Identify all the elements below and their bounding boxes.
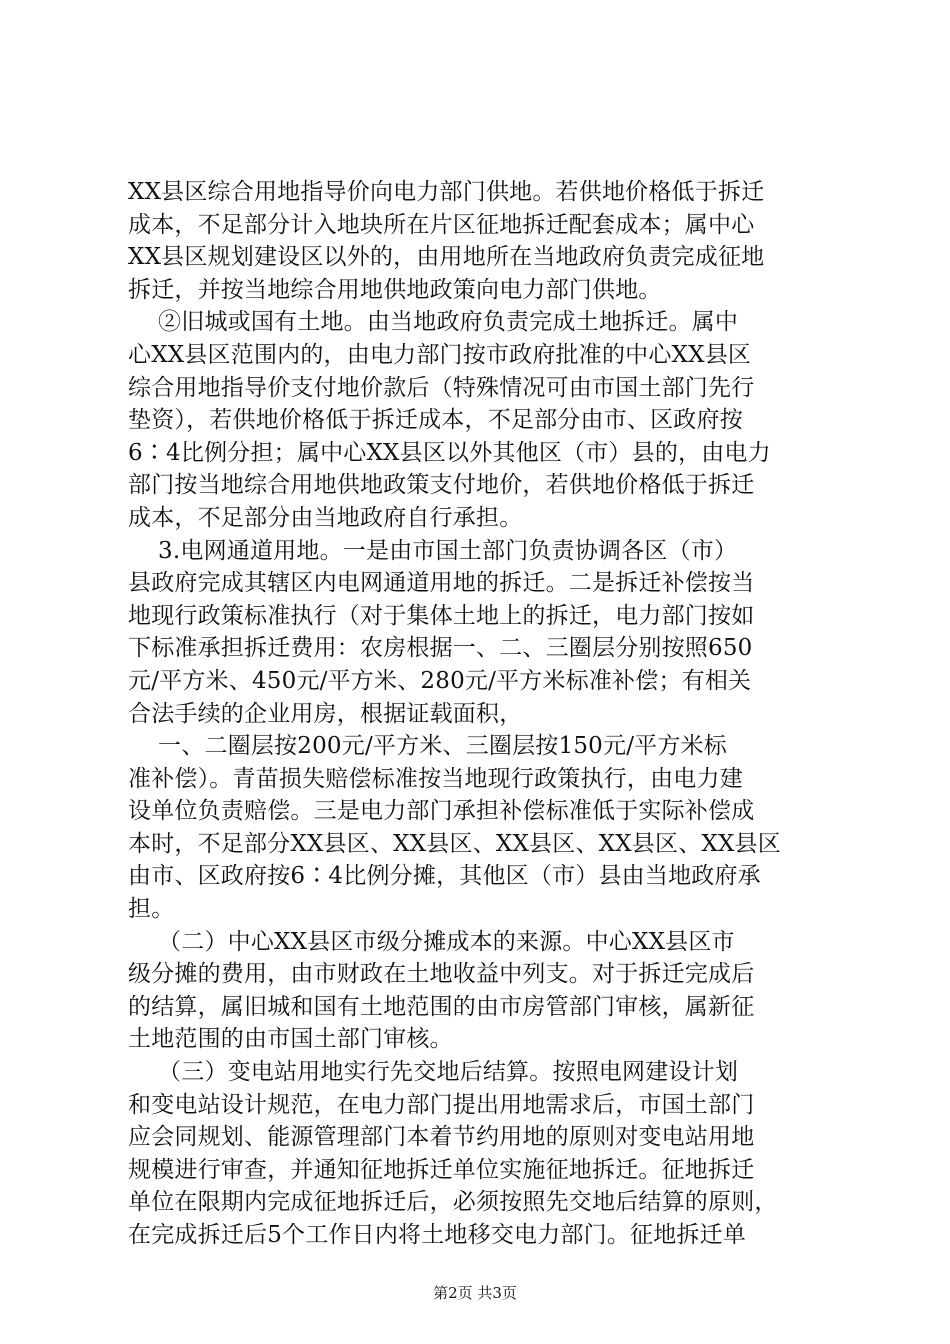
- text-line: 本时，不足部分XX县区、XX县区、XX县区、XX县区、XX县区: [128, 830, 781, 857]
- text-line: 部门按当地综合用地供地政策支付地价，若供地价格低于拆迁: [128, 472, 755, 499]
- text-line: 成本，不足部分由当地政府自行承担。: [128, 504, 523, 531]
- text-line: 综合用地指导价支付地价款后（特殊情况可由市国土部门先行: [128, 374, 755, 401]
- text-line: （二）中心XX县区市级分摊成本的来源。中心XX县区市: [128, 928, 735, 955]
- text-line: 下标准承担拆迁费用：农房根据一、二、三圈层分别按照650: [128, 635, 753, 662]
- text-line: 土地范围的由市国土部门审核。: [128, 1026, 453, 1053]
- text-line: XX县区规划建设区以外的，由用地所在当地政府负责完成征地: [128, 244, 765, 271]
- text-line: 由市、区政府按6∶4比例分摊，其他区（市）县由当地政府承: [128, 863, 761, 890]
- text-line: 规模进行审查，并通知征地拆迁单位实施征地拆迁。征地拆迁: [128, 1156, 755, 1183]
- text-line: 的结算，属旧城和国有土地范围的由市房管部门审核，属新征: [128, 993, 755, 1020]
- text-line: 地现行政策标准执行（对于集体土地上的拆迁，电力部门按如: [128, 602, 755, 629]
- document-body: [128, 176, 836, 1252]
- text-line: 拆迁，并按当地综合用地供地政策向电力部门供地。: [128, 276, 662, 303]
- text-line: 应会同规划、能源管理部门本着节约用地的原则对变电站用地: [128, 1124, 755, 1151]
- text-line: 在完成拆迁后5个工作日内将土地移交电力部门。征地拆迁单: [128, 1222, 747, 1248]
- text-line: 准补偿）。青苗损失赔偿标准按当地现行政策执行，由电力建: [128, 765, 743, 792]
- text-line: 合法手续的企业用房，根据证载面积，: [128, 700, 523, 727]
- text-line: 一、二圈层按200元/平方米、三圈层按150元/平方米标: [128, 733, 727, 760]
- text-line: 担。: [128, 896, 175, 923]
- text-line: ②旧城或国有土地。由当地政府负责完成土地拆迁。属中: [128, 309, 739, 336]
- text-line: 和变电站设计规范，在电力部门提出用地需求后，市国土部门: [128, 1091, 755, 1118]
- text-line: 级分摊的费用，由市财政在土地收益中列支。对于拆迁完成后: [128, 961, 755, 988]
- text-line: 成本，不足部分计入地块所在片区征地拆迁配套成本；属中心: [128, 211, 755, 238]
- text-line: 单位在限期内完成征地拆迁后，必须按照先交地后结算的原则，: [128, 1189, 778, 1216]
- text-line: 县政府完成其辖区内电网通道用地的拆迁。二是拆迁补偿按当: [128, 570, 755, 597]
- text-line: 设单位负责赔偿。三是电力部门承担补偿标准低于实际补偿成: [128, 798, 755, 825]
- text-line: 元/平方米、450元/平方米、280元/平方米标准补偿；有相关: [128, 667, 752, 694]
- text-line: （三）变电站用地实行先交地后结算。按照电网建设计划: [128, 1059, 739, 1086]
- text-line: 心XX县区范围内的，由电力部门按市政府批准的中心XX县区: [128, 341, 752, 368]
- text-line: 6∶4比例分担；属中心XX县区以外其他区（市）县的，由电力: [128, 439, 771, 466]
- text-line: 3.电网通道用地。一是由市国土部门负责协调各区（市）: [128, 537, 738, 564]
- page-footer: 第2页 共3页: [433, 1284, 517, 1302]
- text-line: XX县区综合用地指导价向电力部门供地。若供地价格低于拆迁: [128, 179, 765, 205]
- text-line: 垫资），若供地价格低于拆迁成本，不足部分由市、区政府按: [128, 407, 743, 434]
